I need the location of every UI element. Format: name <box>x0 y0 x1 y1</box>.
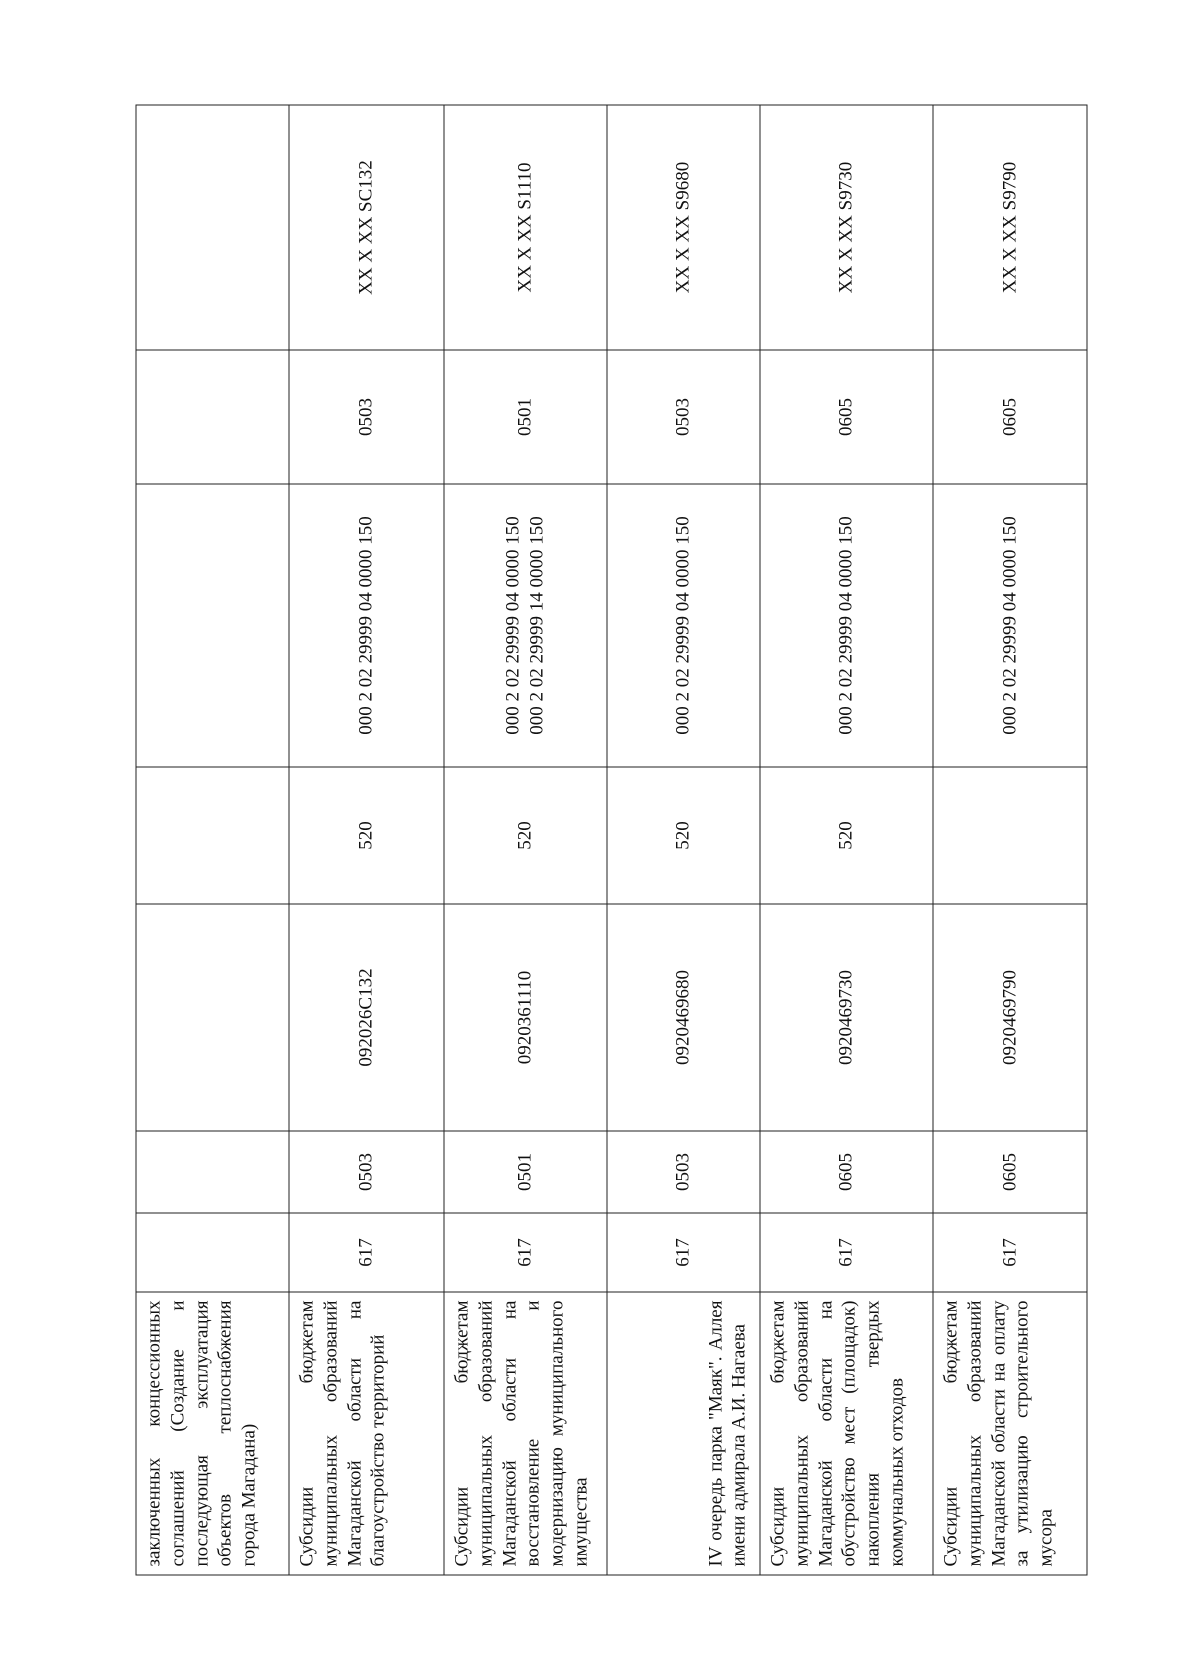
recipient-code-cell <box>136 105 289 350</box>
recipient-code-cell: XX X XX SC132 <box>289 105 444 350</box>
revenue-code-cell <box>289 484 444 767</box>
table-row <box>933 105 1087 1575</box>
admin-code-cell: 617 <box>607 1213 760 1292</box>
section-code-cell: 0605 <box>933 1131 1087 1213</box>
expense-type-cell: 520 <box>607 767 760 904</box>
recipient-code-cell: XX X XX S1110 <box>444 105 607 350</box>
revenue-code-cell <box>760 484 933 767</box>
admin-code-cell: 617 <box>444 1213 607 1292</box>
expense-type-cell <box>136 767 289 904</box>
row-description: Субсидии бюджетам муниципальных образований Магаданской области на восстановление и модернизацию муниципального имущества <box>444 1292 607 1575</box>
target-code-cell: 0920469790 <box>933 904 1087 1131</box>
target-code-cell <box>136 904 289 1131</box>
revenue-code-cell <box>444 484 607 767</box>
admin-code-cell: 617 <box>760 1213 933 1292</box>
table-row <box>289 105 444 1575</box>
revenue-code-cell <box>933 484 1087 767</box>
section-code-cell: 0501 <box>444 1131 607 1213</box>
revenue-code: 000 2 02 29999 14 0000 150 <box>526 516 548 735</box>
recipient-code-cell: XX X XX S9790 <box>933 105 1087 350</box>
revenue-code: 000 2 02 29999 04 0000 150 <box>502 516 524 735</box>
recipient-code-cell: XX X XX S9730 <box>760 105 933 350</box>
revenue-code: 000 2 02 29999 04 0000 150 <box>999 516 1021 735</box>
rotated-sheet <box>136 106 1087 1576</box>
target-code-cell: 0920361110 <box>444 904 607 1131</box>
recipient-code-cell: XX X XX S9680 <box>607 105 760 350</box>
revenue-code: 000 2 02 29999 04 0000 150 <box>355 516 377 735</box>
target-code-cell: 0920469730 <box>760 904 933 1131</box>
subsidy-table <box>136 105 1088 1576</box>
recipient-section-cell <box>136 350 289 484</box>
recipient-section-cell: 0605 <box>933 350 1087 484</box>
admin-code-cell: 617 <box>289 1213 444 1292</box>
expense-type-cell: 520 <box>444 767 607 904</box>
section-code-cell: 0503 <box>289 1131 444 1213</box>
row-description: Субсидии бюджетам муниципальных образований Магаданской области на оплату за утилизацию строительного мусора <box>933 1292 1087 1575</box>
recipient-section-cell: 0605 <box>760 350 933 484</box>
row-description: IV очередь парка "Маяк". Аллея имени адмирала А.И. Нагаева <box>607 1292 760 1575</box>
table-row <box>444 105 607 1575</box>
revenue-code-cell <box>607 484 760 767</box>
row-description: заключенных концессионных соглашений (Создание и последующая эксплуатация объектов теплоснабжения города Магадана) <box>136 1292 289 1575</box>
recipient-section-cell: 0503 <box>607 350 760 484</box>
revenue-code: 000 2 02 29999 04 0000 150 <box>835 516 857 735</box>
expense-type-cell: 520 <box>760 767 933 904</box>
expense-type-cell: 520 <box>289 767 444 904</box>
row-description: Субсидии бюджетам муниципальных образований Магаданской области на благоустройство территорий <box>289 1292 444 1575</box>
expense-type-cell <box>933 767 1087 904</box>
recipient-section-cell: 0503 <box>289 350 444 484</box>
section-code-cell: 0605 <box>760 1131 933 1213</box>
table-row <box>760 105 933 1575</box>
row-description: Субсидии бюджетам муниципальных образований Магаданской области на обустройство мест (площадок) накопления твердых коммунальных отходов <box>760 1292 933 1575</box>
section-code-cell: 0503 <box>607 1131 760 1213</box>
target-code-cell: 0920469680 <box>607 904 760 1131</box>
section-code-cell <box>136 1131 289 1213</box>
revenue-code: 000 2 02 29999 04 0000 150 <box>672 516 694 735</box>
admin-code-cell <box>136 1213 289 1292</box>
table-row-continuation <box>136 105 289 1575</box>
target-code-cell: 092026С132 <box>289 904 444 1131</box>
revenue-code-cell <box>136 484 289 767</box>
table-row <box>607 105 760 1575</box>
admin-code-cell: 617 <box>933 1213 1087 1292</box>
recipient-section-cell: 0501 <box>444 350 607 484</box>
